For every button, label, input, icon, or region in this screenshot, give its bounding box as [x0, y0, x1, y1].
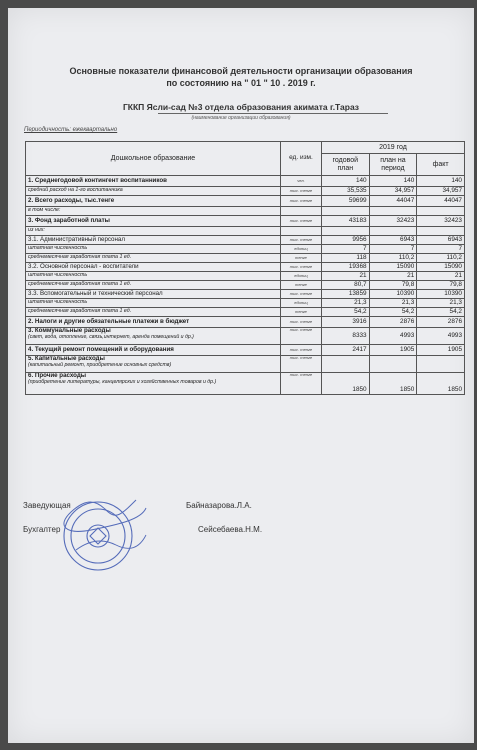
table-row — [26, 356, 465, 373]
cell-period: 10390 — [369, 290, 417, 299]
table-row — [26, 254, 465, 263]
cell-fact — [417, 227, 465, 236]
cell-annual: 21,3 — [321, 299, 369, 308]
cell-period: 140 — [369, 176, 417, 187]
table-row — [26, 245, 465, 254]
row-unit: единиц — [280, 245, 321, 254]
row-label-note: (капитальный ремонт, приобретение основных средств) — [28, 361, 172, 368]
table-row — [26, 272, 465, 281]
row-label — [26, 356, 281, 373]
row-label-main: 6. Прочие расходы — [28, 372, 87, 379]
cell-fact: 21 — [417, 272, 465, 281]
table-body — [26, 176, 465, 395]
cell-period: 1850 — [369, 373, 417, 395]
row-label: среднемесячная заработная плата 1 ед. — [26, 254, 281, 263]
cell-fact: 2876 — [417, 317, 465, 328]
cell-period: 6943 — [369, 236, 417, 245]
cell-annual: 43183 — [321, 216, 369, 227]
report-title: Основные показатели финансовой деятельности организации образования — [69, 66, 413, 76]
table-row — [26, 227, 465, 236]
row-unit: тыс. тенге — [280, 236, 321, 245]
row-unit — [280, 227, 321, 236]
header-fact: факт — [417, 154, 465, 176]
row-label: 3.1. Административный персонал — [26, 236, 281, 245]
row-label: среднемесячная заработная плата 1 ед. — [26, 281, 281, 290]
cell-annual: 9956 — [321, 236, 369, 245]
row-unit — [280, 207, 321, 216]
table-row — [26, 317, 465, 328]
head-name: Байназарова.Л.А. — [186, 501, 252, 510]
cell-annual — [321, 227, 369, 236]
table-row — [26, 187, 465, 196]
header-education-type: Дошкольное образование — [26, 142, 281, 176]
accountant-role: Бухгалтер — [23, 525, 61, 534]
cell-annual: 35,535 — [321, 187, 369, 196]
cell-annual: 13859 — [321, 290, 369, 299]
cell-annual: 59699 — [321, 196, 369, 207]
row-label: штатная численность — [26, 299, 281, 308]
cell-period: 32423 — [369, 216, 417, 227]
cell-fact: 32423 — [417, 216, 465, 227]
row-unit: тыс. тенге — [280, 373, 321, 395]
row-label: 4. Текущий ремонт помещений и оборудования — [26, 345, 281, 356]
row-unit: тыс. тенге — [280, 263, 321, 272]
cell-period: 15090 — [369, 263, 417, 272]
cell-annual: 8333 — [321, 328, 369, 345]
cell-fact: 10390 — [417, 290, 465, 299]
cell-fact: 110,2 — [417, 254, 465, 263]
table-row — [26, 216, 465, 227]
row-label — [26, 373, 281, 395]
row-label: 3.2. Основной персонал - воспитатели — [26, 263, 281, 272]
row-unit: тыс. тенге — [280, 356, 321, 373]
header-annual-plan: годовой план — [321, 154, 369, 176]
document-page — [8, 8, 474, 743]
cell-annual: 54,2 — [321, 308, 369, 317]
cell-fact: 7 — [417, 245, 465, 254]
cell-fact: 140 — [417, 176, 465, 187]
row-unit: тенге — [280, 281, 321, 290]
cell-fact — [417, 207, 465, 216]
table-row — [26, 373, 465, 395]
report-date: по состоянию на " 01 " 10 . 2019 г. — [166, 78, 316, 88]
row-label-main: 5. Капитальные расходы — [28, 355, 105, 362]
row-unit: тыс. тенге — [280, 345, 321, 356]
cell-fact: 1905 — [417, 345, 465, 356]
cell-fact: 34,957 — [417, 187, 465, 196]
header-unit: ед. изм. — [280, 142, 321, 176]
row-label — [26, 328, 281, 345]
cell-annual: 3916 — [321, 317, 369, 328]
cell-annual — [321, 356, 369, 373]
cell-fact — [417, 356, 465, 373]
table-row — [26, 281, 465, 290]
row-label: 1. Среднегодовой контингент воспитанников — [26, 176, 281, 187]
cell-annual: 7 — [321, 245, 369, 254]
row-label: 2. Налоги и другие обязательные платежи в бюджет — [26, 317, 281, 328]
organization-caption: (наименование организации образования) — [191, 115, 291, 121]
organization-name: ГККП Ясли-сад №3 отдела образования акимата г.Тараз — [122, 102, 360, 112]
row-label-main: 3. Коммунальные расходы — [28, 327, 111, 334]
table-row — [26, 263, 465, 272]
cell-annual: 118 — [321, 254, 369, 263]
row-unit: тенге — [280, 308, 321, 317]
cell-period — [369, 356, 417, 373]
cell-fact: 79,8 — [417, 281, 465, 290]
cell-annual: 1850 — [321, 373, 369, 395]
header-year: 2019 год — [321, 142, 464, 154]
cell-period — [369, 227, 417, 236]
row-unit: единиц — [280, 299, 321, 308]
cell-period: 21 — [369, 272, 417, 281]
organization-underline — [158, 113, 388, 114]
cell-fact: 6943 — [417, 236, 465, 245]
row-label: из них: — [26, 227, 281, 236]
table-row — [26, 207, 465, 216]
row-unit: тыс. тенге — [280, 216, 321, 227]
cell-period — [369, 207, 417, 216]
cell-fact: 21,3 — [417, 299, 465, 308]
row-unit: тыс. тенге — [280, 187, 321, 196]
row-unit: тыс. тенге — [280, 328, 321, 345]
cell-fact: 1850 — [417, 373, 465, 395]
row-label: 3.3. Вспомогательный и технический персонал — [26, 290, 281, 299]
cell-annual: 140 — [321, 176, 369, 187]
row-unit: единиц — [280, 272, 321, 281]
cell-period: 21,3 — [369, 299, 417, 308]
financial-table — [25, 141, 465, 395]
accountant-name: Сейсебаева.Н.М. — [198, 525, 263, 534]
cell-period: 34,957 — [369, 187, 417, 196]
row-label: в том числе: — [26, 207, 281, 216]
cell-period: 79,8 — [369, 281, 417, 290]
row-unit: тыс. тенге — [280, 290, 321, 299]
cell-period: 44047 — [369, 196, 417, 207]
cell-period: 54,2 — [369, 308, 417, 317]
row-label: 3. Фонд заработной платы — [26, 216, 281, 227]
cell-period: 2876 — [369, 317, 417, 328]
cell-annual: 21 — [321, 272, 369, 281]
cell-period: 4993 — [369, 328, 417, 345]
row-unit: тыс. тенге — [280, 196, 321, 207]
table-row — [26, 236, 465, 245]
row-unit: тыс. тенге — [280, 317, 321, 328]
table-row — [26, 328, 465, 345]
table-row — [26, 196, 465, 207]
official-stamp — [46, 490, 156, 572]
row-unit: тенге — [280, 254, 321, 263]
row-label: штатная численность — [26, 272, 281, 281]
cell-annual: 80,7 — [321, 281, 369, 290]
row-label: средний расход на 1-го воспитанника — [26, 187, 281, 196]
header-period-plan: план на период — [369, 154, 417, 176]
row-label: штатная численность — [26, 245, 281, 254]
cell-fact: 44047 — [417, 196, 465, 207]
cell-period: 7 — [369, 245, 417, 254]
cell-annual: 19368 — [321, 263, 369, 272]
row-label: среднемесячная заработная плата 1 ед. — [26, 308, 281, 317]
cell-fact: 54,2 — [417, 308, 465, 317]
table-row — [26, 308, 465, 317]
table-row — [26, 345, 465, 356]
table-row — [26, 290, 465, 299]
cell-period: 1905 — [369, 345, 417, 356]
head-role: Заведующая — [23, 501, 71, 510]
cell-fact: 15090 — [417, 263, 465, 272]
table-row — [26, 299, 465, 308]
row-label-note: (приобретение литературы, канцелярских и хозяйственных товаров и др.) — [28, 378, 217, 385]
row-label: 2. Всего расходы, тыс.тенге — [26, 196, 281, 207]
row-label-note: (свет, вода, отопление, связь,интернет, аренда помещений и др.) — [28, 333, 194, 340]
cell-period: 110,2 — [369, 254, 417, 263]
row-unit: чел. — [280, 176, 321, 187]
cell-fact: 4993 — [417, 328, 465, 345]
cell-annual — [321, 207, 369, 216]
periodicity-note: Периодичность: ежеквартально — [24, 127, 118, 133]
cell-annual: 2417 — [321, 345, 369, 356]
table-row — [26, 176, 465, 187]
